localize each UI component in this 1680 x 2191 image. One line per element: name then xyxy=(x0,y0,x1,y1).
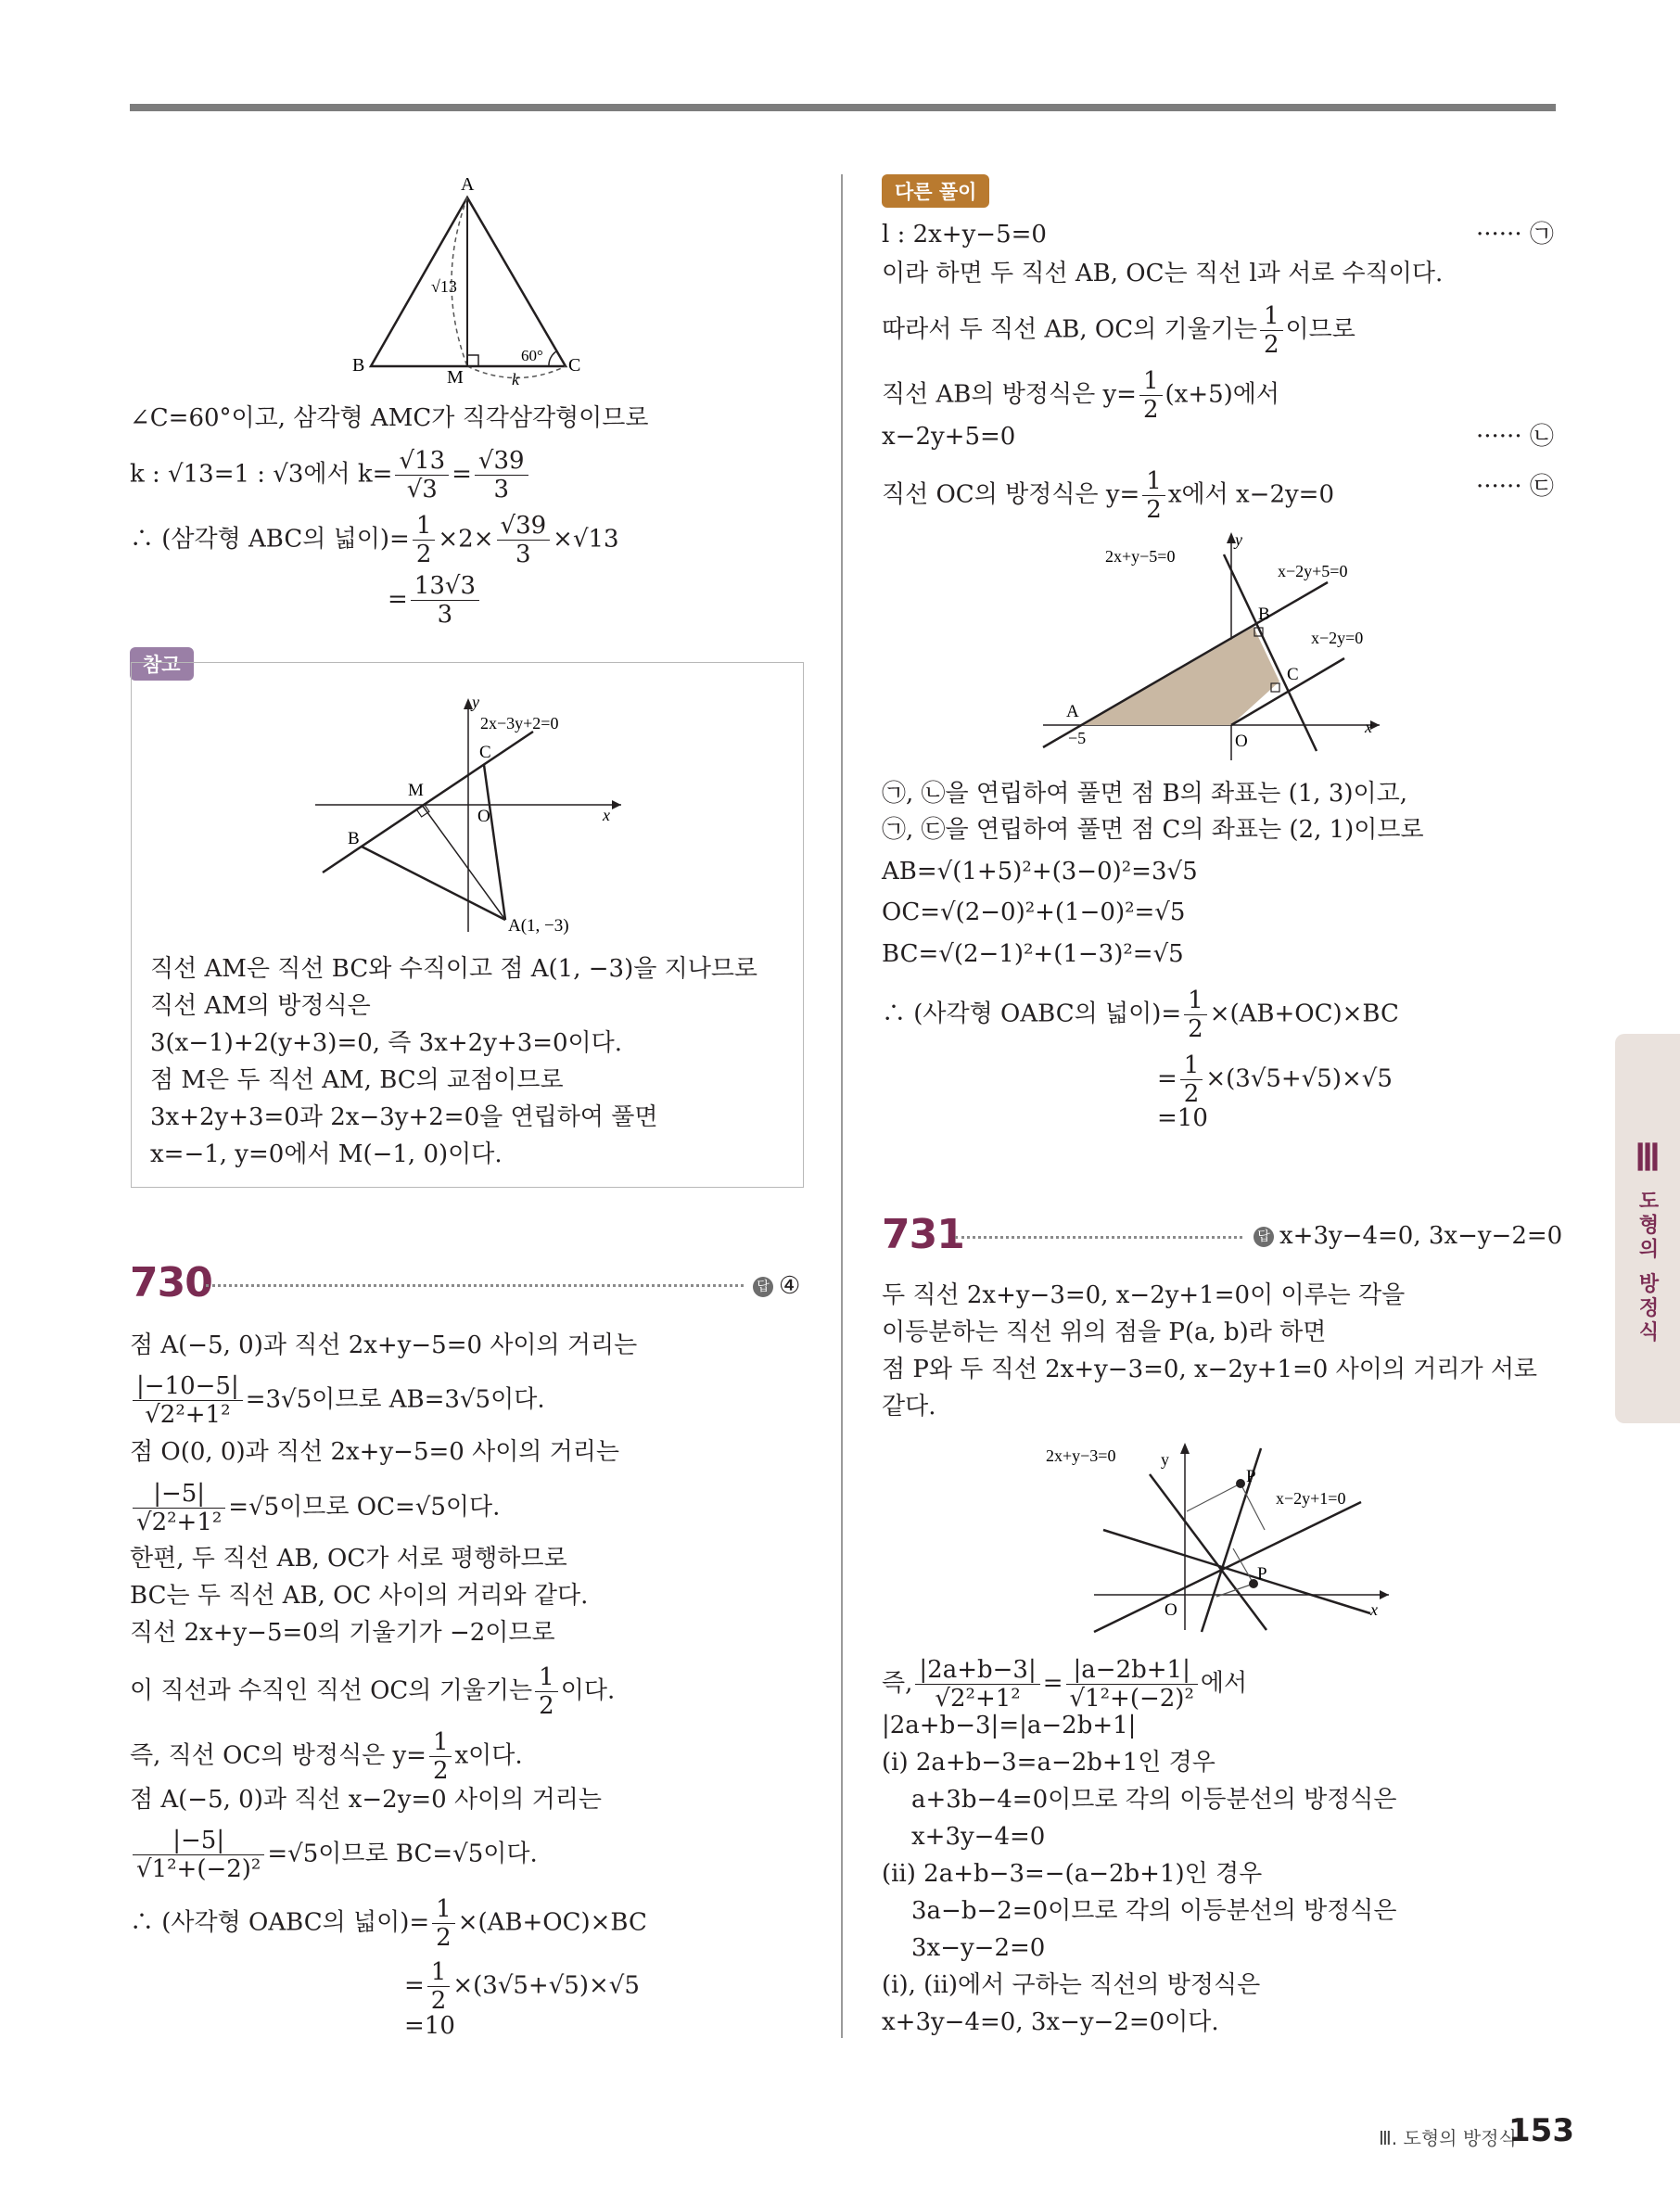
text-line: $\frac{|-10-5|}{\text{√2²+1²}}$ =3√5이므로 AB=3√5이다. xyxy=(130,1372,545,1429)
text-line: = $\frac{13√3}{3}$ xyxy=(388,572,482,629)
alt-solution-tag: 다른 풀이 xyxy=(882,174,989,208)
column-divider xyxy=(841,174,843,2038)
ref-eq-label: 2x−3y+2=0 xyxy=(480,714,559,732)
chapter-title: 도형의 방정식 xyxy=(1635,1190,1659,1345)
text-line: l : 2x+y−5=0 xyxy=(882,221,1047,248)
text-line: k : √13=1 : √3에서 k= $\frac{√13}{√3}$ = $\frac{√39}{3}$ xyxy=(130,447,531,503)
page-number: 153 xyxy=(1508,2112,1574,2149)
text-line: 한편, 두 직선 AB, OC가 서로 평행하므로 xyxy=(130,1545,567,1573)
dotted-leader xyxy=(955,1236,1242,1239)
answer-731: 답 x+3y−4=0, 3x−y−2=0 xyxy=(1254,1218,1562,1254)
text-line: (ⅰ), (ⅱ)에서 구하는 직선의 방정식은 xyxy=(882,1971,1261,1999)
ref-b-label: B xyxy=(348,829,360,848)
ref-text-line: 3x+2y+3=0과 2x−3y+2=0을 연립하여 풀면 xyxy=(150,1103,658,1131)
text-line: 3a−b−2=0이므로 각의 이등분선의 방정식은 xyxy=(911,1897,1397,1925)
text-line: ∠C=60°이고, 삼각형 AMC가 직각삼각형이므로 xyxy=(130,404,649,432)
ref-x-label: x xyxy=(603,806,610,824)
text-line: BC는 두 직선 AB, OC 사이의 거리와 같다. xyxy=(130,1582,589,1610)
fig1-angle: 60° xyxy=(521,347,543,364)
text-line: ㉠, ㉢을 연립하여 풀면 점 C의 좌표는 (2, 1)이므로 xyxy=(882,816,1424,844)
answer-730: 답 ④ xyxy=(753,1268,800,1304)
problem-number-731: 731 xyxy=(882,1211,964,1258)
fig2-x-label: x xyxy=(1365,718,1372,736)
fig3-p2-label: P xyxy=(1257,1564,1267,1584)
quadrilateral-figure xyxy=(1038,529,1391,770)
text-line: x+3y−4=0, 3x−y−2=0이다. xyxy=(882,2008,1219,2036)
text-line: = $\frac{1}{2}$ ×(3√5+√5)×√5 xyxy=(1157,1051,1393,1108)
fig2-b-label: B xyxy=(1258,605,1270,624)
fig2-a-label: A xyxy=(1066,702,1079,721)
text-line: 이 직선과 수직인 직선 OC의 기울기는 $\frac{1}{2}$ 이다. xyxy=(130,1663,616,1720)
text-line: OC=√(2−0)²+(1−0)²=√5 xyxy=(882,898,1186,926)
text-line: a+3b−4=0이므로 각의 이등분선의 방정식은 xyxy=(911,1786,1397,1814)
text-line: 즉, $\frac{|2a+b-3|}{\text{√2²+1²}}$ = $\frac{|a-2b+1|}{\text{√1²+(−2)²}}$ 에서 xyxy=(882,1656,1248,1713)
text-line: 이등분하는 직선 위의 점을 P(a, b)라 하면 xyxy=(882,1318,1327,1346)
fig2-minus5-label: −5 xyxy=(1068,729,1087,747)
text-line: 3x−y−2=0 xyxy=(911,1934,1046,1962)
fig2-line2-label: x−2y+5=0 xyxy=(1278,562,1348,580)
fig1-label-b: B xyxy=(352,355,365,376)
text-line: x+3y−4=0 xyxy=(911,1823,1046,1851)
reference-figure xyxy=(306,691,640,941)
fig1-k: k xyxy=(512,370,519,389)
text-line: 즉, 직선 OC의 방정식은 y= $\frac{1}{2}$ x이다. xyxy=(130,1728,523,1785)
text-line: $\frac{|-5|}{\text{√1²+(−2)²}}$ =√5이므로 BC=√5이다. xyxy=(130,1827,538,1883)
ref-a-label: A(1, −3) xyxy=(508,916,569,936)
fig2-y-label: y xyxy=(1235,530,1242,549)
text-line: |2a+b−3|=|a−2b+1| xyxy=(882,1712,1137,1739)
fig3-line1-label: 2x+y−3=0 xyxy=(1046,1446,1116,1465)
text-line: 점 A(−5, 0)과 직선 2x+y−5=0 사이의 거리는 xyxy=(130,1331,638,1359)
fig3-p1-label: P xyxy=(1246,1467,1256,1486)
fig3-x-label: x xyxy=(1370,1600,1378,1619)
ref-text-line: 3(x−1)+2(y+3)=0, 즉 3x+2y+3=0이다. xyxy=(150,1029,623,1057)
text-line: BC=√(2−1)²+(1−3)²=√5 xyxy=(882,940,1184,968)
text-line: ∴ (사각형 OABC의 넓이)= $\frac{1}{2}$ ×(AB+OC)×BC xyxy=(130,1895,647,1952)
fig2-line3-label: x−2y=0 xyxy=(1311,629,1364,647)
fig3-origin-label: O xyxy=(1165,1600,1177,1620)
chapter-roman-numeral: Ⅲ xyxy=(1635,1137,1661,1178)
fig2-c-label: C xyxy=(1287,665,1299,684)
ref-text-line: x=−1, y=0에서 M(−1, 0)이다. xyxy=(150,1140,503,1168)
footer-chapter: Ⅲ. 도형의 방정식 xyxy=(1379,2127,1517,2149)
ref-text-line: 점 M은 두 직선 AM, BC의 교점이므로 xyxy=(150,1066,564,1094)
text-line: =10 xyxy=(404,2012,455,2040)
text-line: = $\frac{1}{2}$ ×(3√5+√5)×√5 xyxy=(404,1958,640,2015)
text-line: 이라 하면 두 직선 AB, OC는 직선 l과 서로 수직이다. xyxy=(882,260,1444,287)
text-line: ∴ (사각형 OABC의 넓이)= $\frac{1}{2}$ ×(AB+OC)×BC xyxy=(882,987,1399,1043)
text-line: 점 P와 두 직선 2x+y−3=0, x−2y+1=0 사이의 거리가 서로 xyxy=(882,1356,1538,1383)
chapter-side-tab xyxy=(1615,1034,1680,1423)
ref-text-line: 직선 AM은 직선 BC와 수직이고 점 A(1, −3)을 지나므로 xyxy=(150,955,758,983)
fig2-line1-label: 2x+y−5=0 xyxy=(1105,547,1176,566)
fig2-origin-label: O xyxy=(1235,732,1248,751)
equation-marker: ······ ㉡ xyxy=(1476,423,1554,451)
equation-marker: ······ ㉢ xyxy=(1476,473,1554,501)
top-rule xyxy=(130,104,1556,111)
equation-marker: ······ ㉠ xyxy=(1476,221,1554,248)
text-line: 같다. xyxy=(882,1393,936,1420)
problem-number-730: 730 xyxy=(130,1259,212,1306)
fig3-line2-label: x−2y+1=0 xyxy=(1276,1489,1346,1508)
text-line: ㉠, ㉡을 연립하여 풀면 점 B의 좌표는 (1, 3)이고, xyxy=(882,780,1408,808)
text-line: 따라서 두 직선 AB, OC의 기울기는 $\frac{1}{2}$ 이므로 xyxy=(882,302,1355,359)
text-line: x−2y+5=0 xyxy=(882,423,1016,451)
text-line: 두 직선 2x+y−3=0, x−2y+1=0이 이루는 각을 xyxy=(882,1281,1406,1309)
fig1-label-c: C xyxy=(568,355,581,376)
text-line: 직선 2x+y−5=0의 기울기가 −2이므로 xyxy=(130,1619,555,1647)
text-line: 점 O(0, 0)과 직선 2x+y−5=0 사이의 거리는 xyxy=(130,1438,620,1466)
text-line: AB=√(1+5)²+(3−0)²=3√5 xyxy=(882,858,1198,885)
text-line: =10 xyxy=(1157,1104,1208,1132)
fig1-label-a: A xyxy=(461,174,475,195)
text-line: (ⅱ) 2a+b−3=−(a−2b+1)인 경우 xyxy=(882,1860,1263,1888)
ref-c-label: C xyxy=(479,743,491,762)
angle-bisector-figure xyxy=(1038,1437,1409,1637)
text-line: 직선 OC의 방정식은 y= $\frac{1}{2}$ x에서 x−2y=0 xyxy=(882,467,1335,524)
ref-text-line: 직선 AM의 방정식은 xyxy=(150,992,371,1020)
fig1-sqrt13: √13 xyxy=(431,277,457,296)
reference-tag: 참고 xyxy=(130,647,194,681)
dotted-leader xyxy=(206,1284,744,1287)
text-line: 직선 AB의 방정식은 y= $\frac{1}{2}$ (x+5)에서 xyxy=(882,367,1280,424)
ref-origin-label: O xyxy=(477,807,490,826)
text-line: $\frac{|-5|}{\text{√2²+1²}}$ =√5이므로 OC=√5이다. xyxy=(130,1480,500,1536)
ref-y-label: y xyxy=(472,693,479,711)
text-line: 점 A(−5, 0)과 직선 x−2y=0 사이의 거리는 xyxy=(130,1786,602,1814)
text-line: ∴ (삼각형 ABC의 넓이)= $\frac{1}{2}$ ×2× $\frac{√39}{3}$ ×√13 xyxy=(130,512,619,568)
fig3-y-label: y xyxy=(1161,1450,1169,1469)
text-line: (ⅰ) 2a+b−3=a−2b+1인 경우 xyxy=(882,1749,1215,1777)
fig1-label-m: M xyxy=(447,367,464,388)
triangle-figure xyxy=(343,172,593,389)
ref-m-label: M xyxy=(408,781,424,800)
